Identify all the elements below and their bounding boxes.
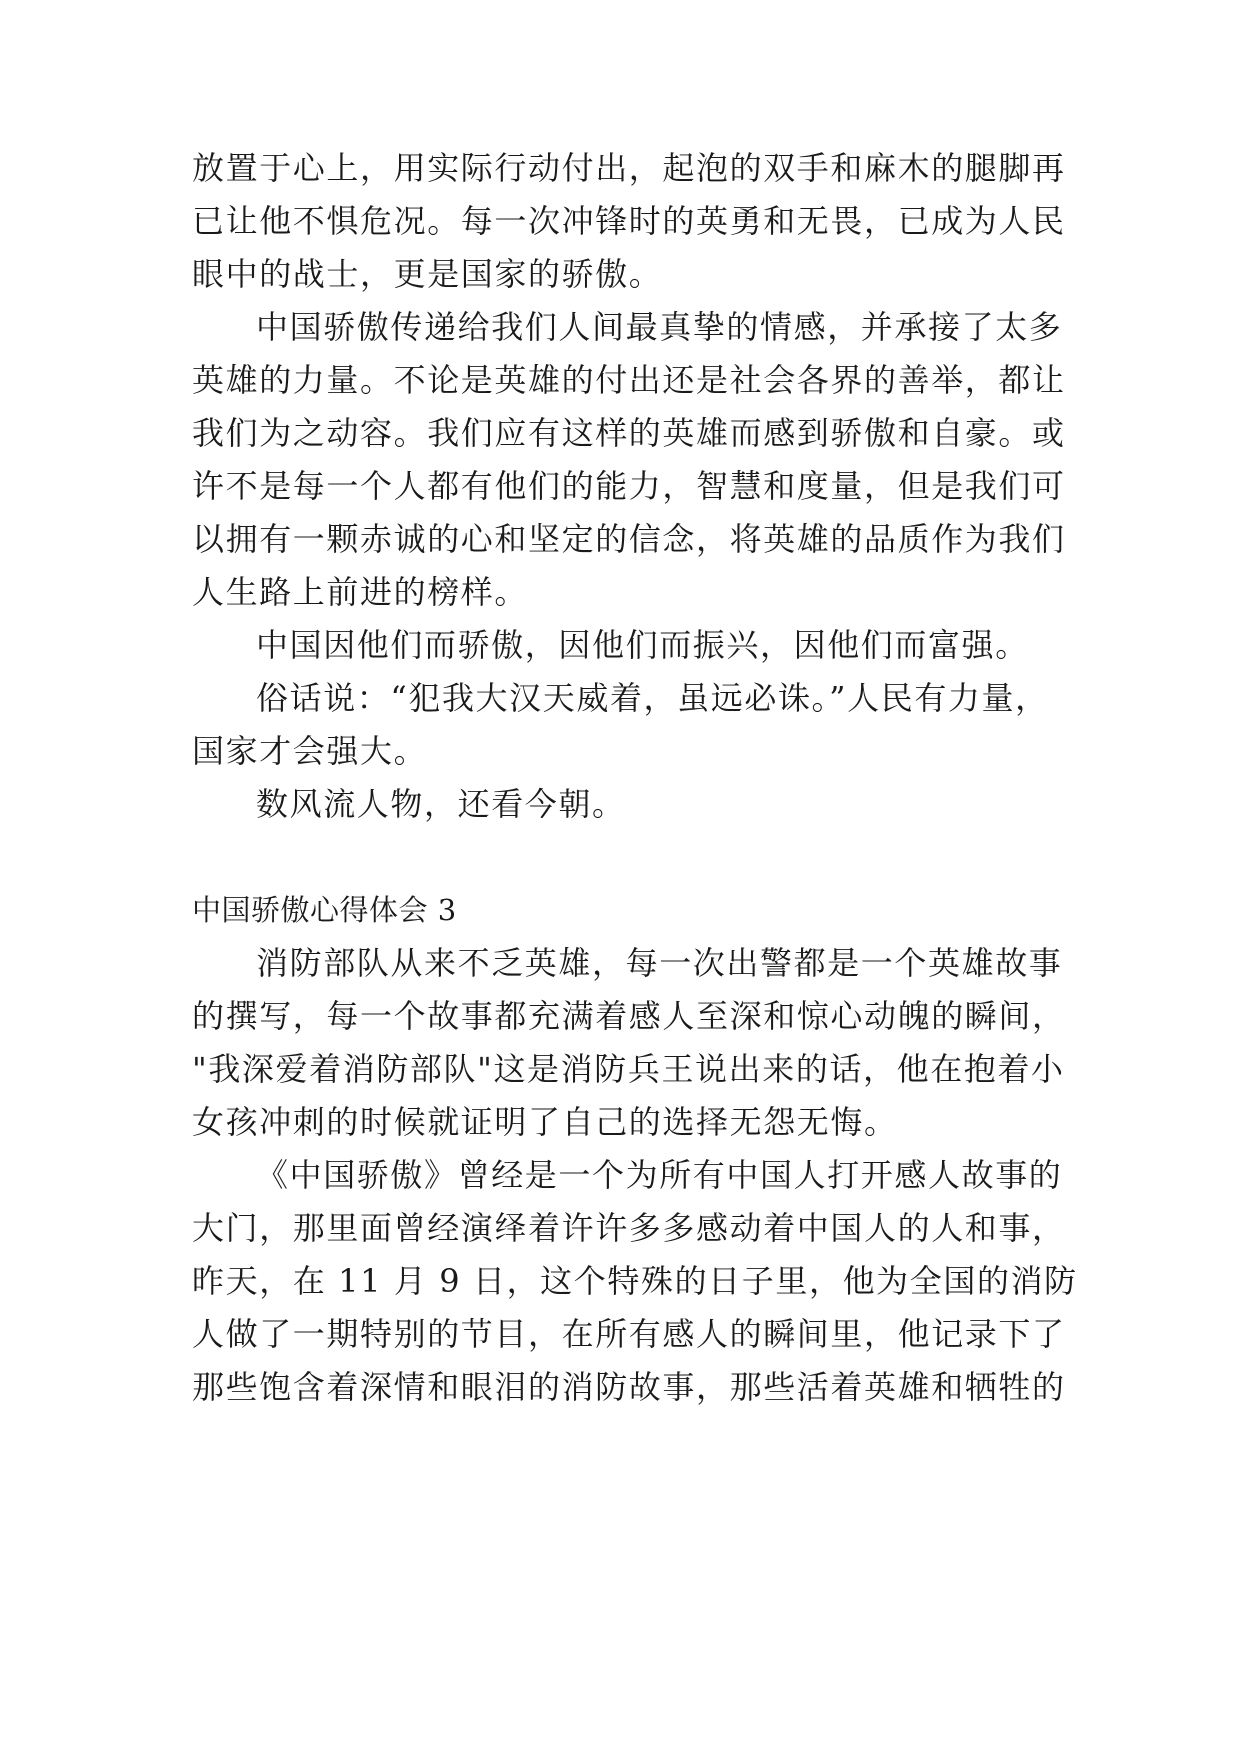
paragraph-line: 人生路上前进的榜样。 [192, 573, 529, 611]
paragraph-line: 俗话说：“犯我大汉天威着，虽远必诛。”人民有力量， [256, 679, 1049, 717]
paragraph-line: 数风流人物，还看今朝。 [256, 785, 626, 823]
paragraph-line: 已让他不惧危况。每一次冲锋时的英勇和无畏，已成为人民 [192, 202, 1066, 240]
paragraph-line: 《中国骄傲》曾经是一个为所有中国人打开感人故事的 [256, 1156, 1063, 1194]
paragraph-line: 中国骄傲传递给我们人间最真挚的情感，并承接了太多 [256, 308, 1063, 346]
document-page [192, 0, 1078, 1754]
paragraph-line: 中国因他们而骄傲，因他们而振兴，因他们而富强。 [256, 626, 1029, 664]
paragraph-line: 的撰写，每一个故事都充满着感人至深和惊心动魄的瞬间， [192, 997, 1066, 1035]
paragraph-line: 那些饱含着深情和眼泪的消防故事，那些活着英雄和牺牲的 [192, 1368, 1066, 1406]
paragraph-line: 大门，那里面曾经演绎着许许多多感动着中国人的人和事， [192, 1209, 1066, 1247]
paragraph-line: 消防部队从来不乏英雄，每一次出警都是一个英雄故事 [256, 944, 1063, 982]
paragraph-line: 放置于心上，用实际行动付出，起泡的双手和麻木的腿脚再 [192, 149, 1066, 187]
section-heading: 中国骄傲心得体会 3 [192, 893, 457, 927]
paragraph-line: 人做了一期特别的节目，在所有感人的瞬间里，他记录下了 [192, 1315, 1066, 1353]
paragraph-line: 昨天，在 11 月 9 日，这个特殊的日子里，他为全国的消防 [192, 1262, 1078, 1300]
paragraph-line: 眼中的战士，更是国家的骄傲。 [192, 255, 663, 293]
paragraph-line: 英雄的力量。不论是英雄的付出还是社会各界的善举，都让 [192, 361, 1066, 399]
paragraph-line: 女孩冲刺的时候就证明了自己的选择无怨无悔。 [192, 1103, 898, 1141]
paragraph-line: 我们为之动容。我们应有这样的英雄而感到骄傲和自豪。或 [192, 414, 1066, 452]
paragraph-line: 以拥有一颗赤诚的心和坚定的信念，将英雄的品质作为我们 [192, 520, 1066, 558]
paragraph-line: "我深爱着消防部队"这是消防兵王说出来的话，他在抱着小 [192, 1050, 1065, 1088]
paragraph-line: 许不是每一个人都有他们的能力，智慧和度量，但是我们可 [192, 467, 1066, 505]
paragraph-line: 国家才会强大。 [192, 732, 428, 770]
